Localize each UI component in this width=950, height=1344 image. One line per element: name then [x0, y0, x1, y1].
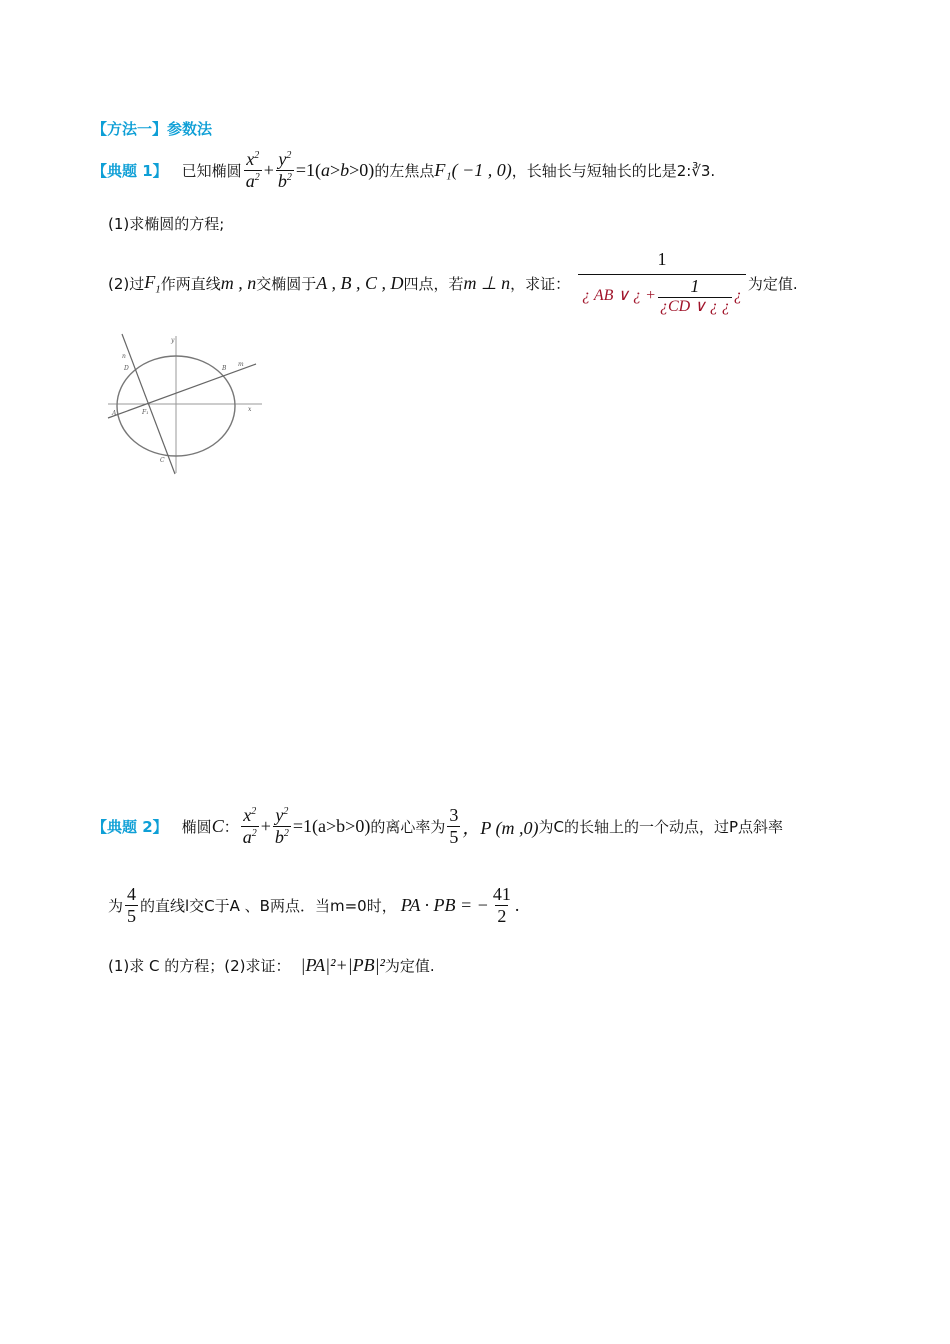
label-n: n	[122, 353, 126, 360]
section-title: 【方法一】参数法	[92, 120, 213, 138]
problem1-tag: 【典题 1】	[92, 162, 168, 181]
problem2-parts-text: (1)求 C 的方程；(2)求证：	[108, 957, 291, 975]
problem1-condition: 的左焦点	[374, 162, 435, 181]
part2-text-b: 作两直线	[160, 275, 221, 294]
label-d: D	[124, 365, 129, 372]
focus-coordinates: F₁( −1 , 0)	[434, 160, 512, 181]
line-m	[108, 364, 256, 418]
label-f1: F₁	[142, 409, 149, 416]
problem2-intro: 椭圆	[181, 818, 212, 837]
part2-lines: m , n	[220, 273, 257, 294]
problem1-part1: (1)求椭圆的方程;	[108, 215, 225, 233]
label-x: x	[248, 406, 252, 413]
fraction-eccentricity: $\frac{3}{5}$	[449, 805, 459, 847]
problem2-desc: 为C的长轴上的一个动点，过P点斜率	[538, 818, 784, 837]
part2-text-f: 为定值.	[747, 275, 798, 294]
problem1-intro: 已知椭圆	[181, 162, 242, 181]
problem2-line2-text: 的直线l交C于A 、B两点．当m=0时，	[140, 897, 397, 916]
problem2-parts: (1)求 C 的方程；(2)求证： |PA|²+|PB|² 为定值.	[108, 955, 435, 975]
part2-text-e: ，求证：	[510, 275, 571, 294]
dot-product: PA · PB = −	[400, 895, 489, 916]
part2-text-d: 四点，若	[403, 275, 464, 294]
fraction-y2-b2-p2: $\frac{y^2}{b^2}$	[274, 805, 289, 847]
fraction-x2-a2: $\frac{x^2}{a^2}$	[245, 149, 260, 191]
label-y: y	[171, 337, 175, 344]
part2-text-c: 交椭圆于	[256, 275, 317, 294]
problem2-eq: =1(a>b>0)	[292, 816, 371, 837]
problem2-statement: 【典题 2】 椭圆 C ： $\frac{x^2}{a^2}$ + $\frac{y^2}{b^2}$ =1(a>b>0) 的离心率为 $\frac{3}{5}$ ，P (m ,0) 为C的长轴上的一个动点，过P点斜率	[92, 805, 784, 847]
part2-perp: m ⊥ n	[463, 273, 511, 294]
part2-text-a: (2)过	[108, 275, 145, 294]
problem1-statement: 【典题 1】 已知椭圆 $\frac{x^2}{a^2}$ + $\frac{y^2}{b^2}$ =1(a>b>0) 的左焦点 F₁( −1 , 0) ，长轴长与短轴长的比是2:∛3.	[92, 149, 716, 191]
fraction-y2-b2: $\frac{y^2}{b^2}$	[277, 149, 292, 191]
label-a: A	[112, 410, 117, 417]
fraction-slope: $\frac{4}{5}$	[127, 884, 137, 926]
part2-points: A , B , C , D	[316, 273, 404, 294]
label-m: m	[238, 361, 244, 368]
fraction-value: $\frac{41}{2}$	[492, 884, 511, 926]
ellipse-figure	[100, 328, 270, 478]
big-fraction: 1 ¿ AB ∨ ¿ + $\frac{1}{¿CD \vee ¿ ¿}$ ¿	[578, 250, 746, 318]
problem2-tag: 【典题 2】	[92, 818, 168, 837]
fraction-x2-a2-p2: $\frac{x^2}{a^2}$	[242, 805, 257, 847]
problem1-part2: (2)过 $F_1$ 作两直线 m , n 交椭圆于 A , B , C , D 四点，若 m ⊥ n ，求证： 1 ¿ AB ∨ ¿ + $\frac{1}{¿CD \vee ¿ ¿}$ ¿ 为定值.	[108, 250, 798, 318]
axis-ratio: ，长轴长与短轴长的比是2:∛3.	[511, 162, 716, 181]
label-b: B	[222, 365, 227, 372]
label-c: C	[160, 457, 165, 464]
problem2-expr: |PA|²+|PB|²	[300, 955, 385, 975]
fraction-den-ab: ¿ AB ∨ ¿ +	[582, 287, 656, 305]
fraction-den-cd: ¿CD ∨ ¿ ¿	[659, 297, 730, 315]
problem2-line2: 为 $\frac{4}{5}$ 的直线l交C于A 、B两点．当m=0时， PA · PB = − $\frac{41}{2}$ .	[108, 884, 520, 926]
point-p: ，P (m ,0)	[462, 817, 539, 838]
